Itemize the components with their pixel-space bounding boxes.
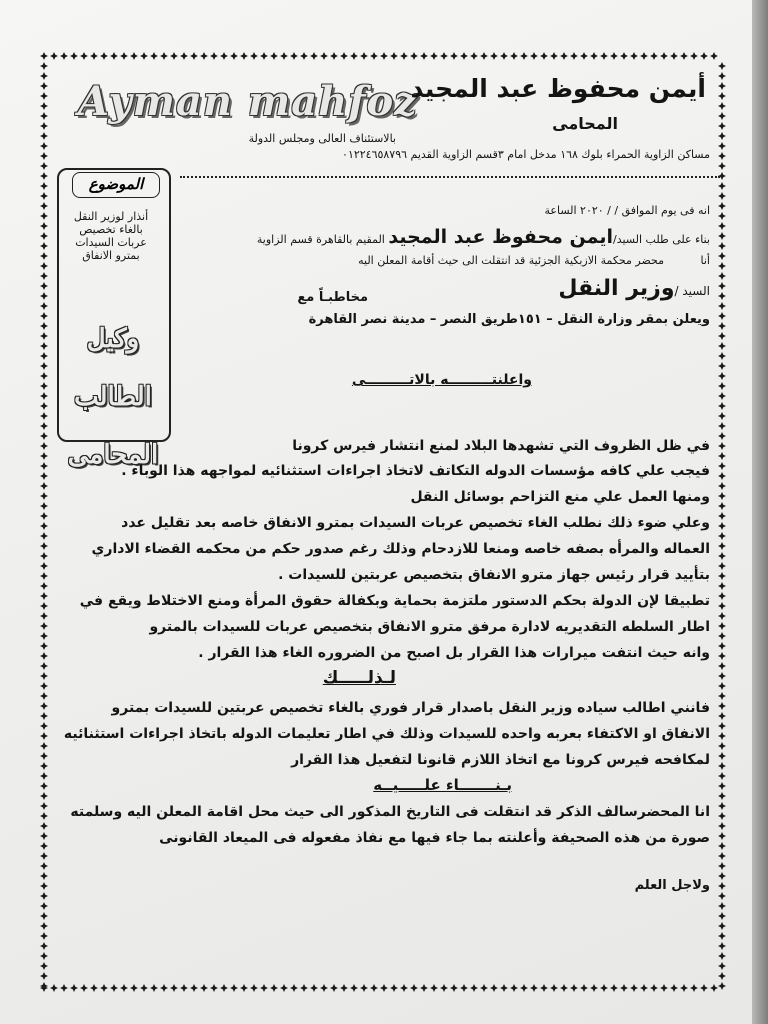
lawyer-title: المحامى	[552, 114, 618, 133]
section-heading-therefore: لـذلـــــك	[322, 668, 396, 688]
paragraph-line: الانفاق او الاكتفاء بعربه واحده للسيدات وذلك في اطار تعليمات الدوله باتخاذ اجراءات استثنائيه	[63, 726, 710, 742]
addressee-address: ويعلن بمقر وزارة النقل – ١٥١طريق النصر – مدينة نصر القاهرة	[308, 312, 710, 327]
paragraph-line: صورة من هذه الصحيفة وأعلنته بما جاء فيها مع نفاذ مفعوله فى الميعاد القانونى	[159, 830, 710, 846]
subject-title: الموضوع	[72, 172, 160, 198]
agent-stamp	[60, 310, 166, 484]
paragraph-line: فيجب علي كافه مؤسسات الدوله التكاتف لاتخاذ اجراءات استثنائيه لمواجهه هذا الوباء .	[121, 463, 710, 479]
paragraph-line: فانني اطالب سياده وزير النقل باصدار قرار فوري بالغاء تخصيص عربتين للسيدات بمترو	[111, 700, 710, 716]
paragraph-line: لمكافحه فيرس كرونا مع اتخاذ اللازم قانونا لتفعيل هذا القرار	[291, 752, 710, 768]
closing-line: ولاجل العلم	[634, 878, 710, 893]
paragraph-line: اطار السلطه التقديريه لادارة مرفق مترو الانفاق بتخصيص عربات للسيدات بالمترو	[149, 619, 710, 635]
request-prefix: بناء على طلب السيد/	[613, 233, 710, 246]
addressee-line	[558, 276, 710, 301]
section-heading-accordingly: بـنـــــــاء علـــــيــه	[373, 776, 512, 794]
paragraph-line: العماله والمرأه بصفه خاصه ومنعا للازدحام وذلك رغم صدور حكم من محكمه القضاء الاداري	[91, 541, 710, 557]
agent-stamp-line2: المحامى	[67, 440, 159, 470]
lawyer-name: أيمن محفوظ عبد المجيد	[410, 74, 706, 103]
header-divider	[180, 176, 720, 178]
date-line: انه فى يوم الموافق / / ٢٠٢٠ الساعة	[544, 204, 710, 217]
ana-label: أنا	[700, 254, 710, 267]
lawyer-address: مساكن الزاوية الحمراء بلوك ١٦٨ مدخل امام ٣قسم الزاوية القديم ٠١٢٢٤٦٥٨٧٩٦	[342, 148, 710, 161]
paragraph-line: انا المحضرسالف الذكر قد انتقلت فى التاريخ المذكور الى حيث محل اقامة المعلن اليه وسلمته	[70, 804, 710, 820]
lawyer-logo: Ayman mahfoz	[78, 78, 418, 125]
paragraph-line: في ظل الظروف التي تشهدها البلاد لمنع انتشار فيرس كرونا	[292, 438, 710, 454]
lawyer-courts: بالاستئناف العالى ومجلس الدولة	[248, 132, 396, 145]
paragraph-line: وعلي ضوء ذلك نطلب الغاء تخصيص عربات السيدات بمترو الانفاق خاصه بعد تقليل عدد	[121, 515, 710, 531]
addressing-label: مخاطبـاً مع	[297, 290, 368, 305]
request-line	[257, 226, 710, 248]
paragraph-line: بتأييد قرار رئيس جهاز مترو الانفاق بتخصيص عربتين للسيدات .	[278, 567, 710, 583]
addressee-prefix: السيد /	[674, 284, 710, 298]
request-suffix: المقيم بالقاهرة قسم الزاوية	[256, 233, 385, 246]
section-heading-announcement: واعلنتـــــــــه بالاتـــــــــى	[351, 372, 532, 388]
paragraph-line: ومنها العمل علي منع التزاحم بوسائل النقل	[410, 489, 710, 505]
bailiff-line: محضر محكمة الازبكية الجزئية قد انتقلت الى حيث أقامة المعلن اليه	[358, 254, 664, 267]
paragraph-line: وانه حيث انتفت ميرارات هذا القرار بل اصبح من الضروره الغاء هذا القرار .	[198, 645, 710, 661]
requester-name: ايمن محفوظ عبد المجيد	[388, 226, 613, 248]
agent-stamp-line1: وكيل الطالب	[74, 324, 152, 412]
subject-text: أنذار لوزير النقل بالغاء تخصيص عربات السيدات بمترو الانفاق	[73, 210, 149, 262]
paragraph-line: تطبيقا لإن الدولة بحكم الدستور ملتزمة بحماية وبكفالة حقوق المرأة ومنع الاختلاط ويقع في	[79, 593, 710, 609]
addressee-name: وزير النقل	[558, 276, 675, 301]
